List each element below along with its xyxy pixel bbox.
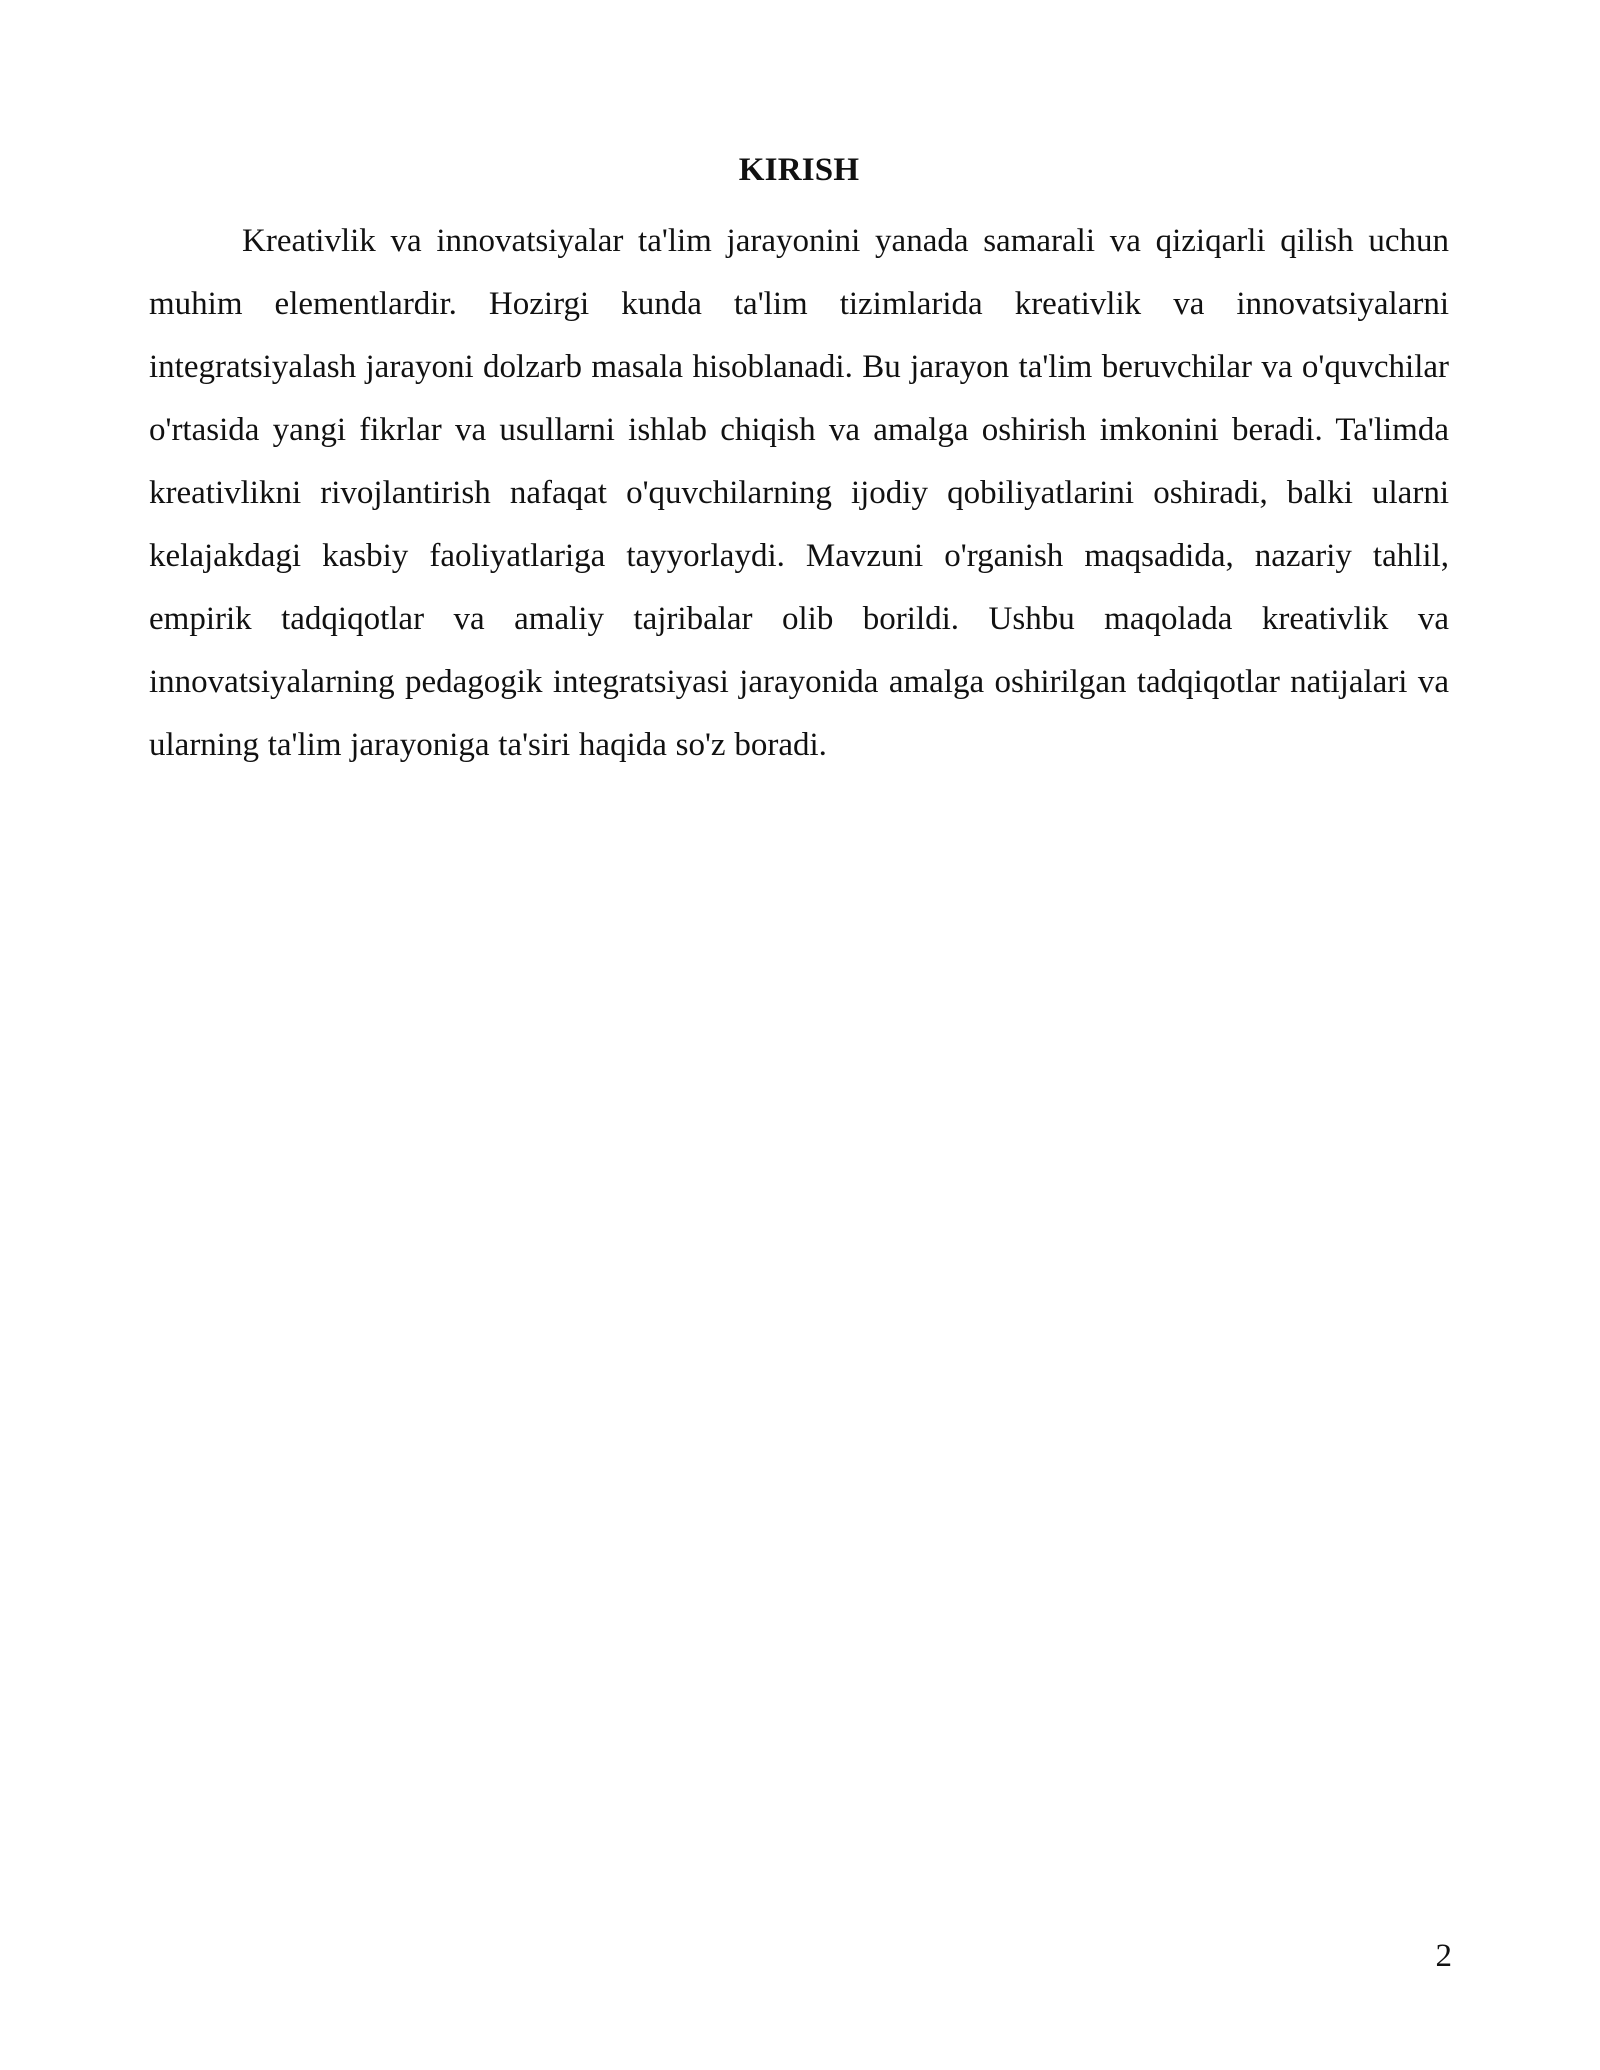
page-number: 2 (1435, 1938, 1452, 1974)
section-heading: KIRISH (738, 152, 860, 188)
page-content (149, 146, 1449, 777)
body-paragraph: Kreativlik va innovatsiyalar ta'lim jarayonini yanada samarali va qiziqarli qilish uchun muhim elementlardir. Hozirgi kunda ta'lim tizimlarida kreativlik va innovatsiyalarni integratsiyalash jarayoni dolzarb masala hisoblanadi. Bu jarayon ta'lim beruvchilar va o'quvchilar o'rtasida yangi fikrlar va usullarni ishlab chiqish va amalga oshirish imkonini beradi. Ta'limda kreativlikni rivojlantirish nafaqat o'quvchilarning ijodiy qobiliyatlarini oshiradi, balki ularni kelajakdagi kasbiy faoliyatlariga tayyorlaydi. Mavzuni o'rganish maqsadida, nazariy tahlil, empirik tadqiqotlar va amaliy tajribalar olib borildi. Ushbu maqolada kreativlik va innovatsiyalarning pedagogik integratsiyasi jarayonida amalga oshirilgan tadqiqotlar natijalari va ularning ta'lim jarayoniga ta'siri haqida so'z boradi. (149, 223, 1449, 763)
